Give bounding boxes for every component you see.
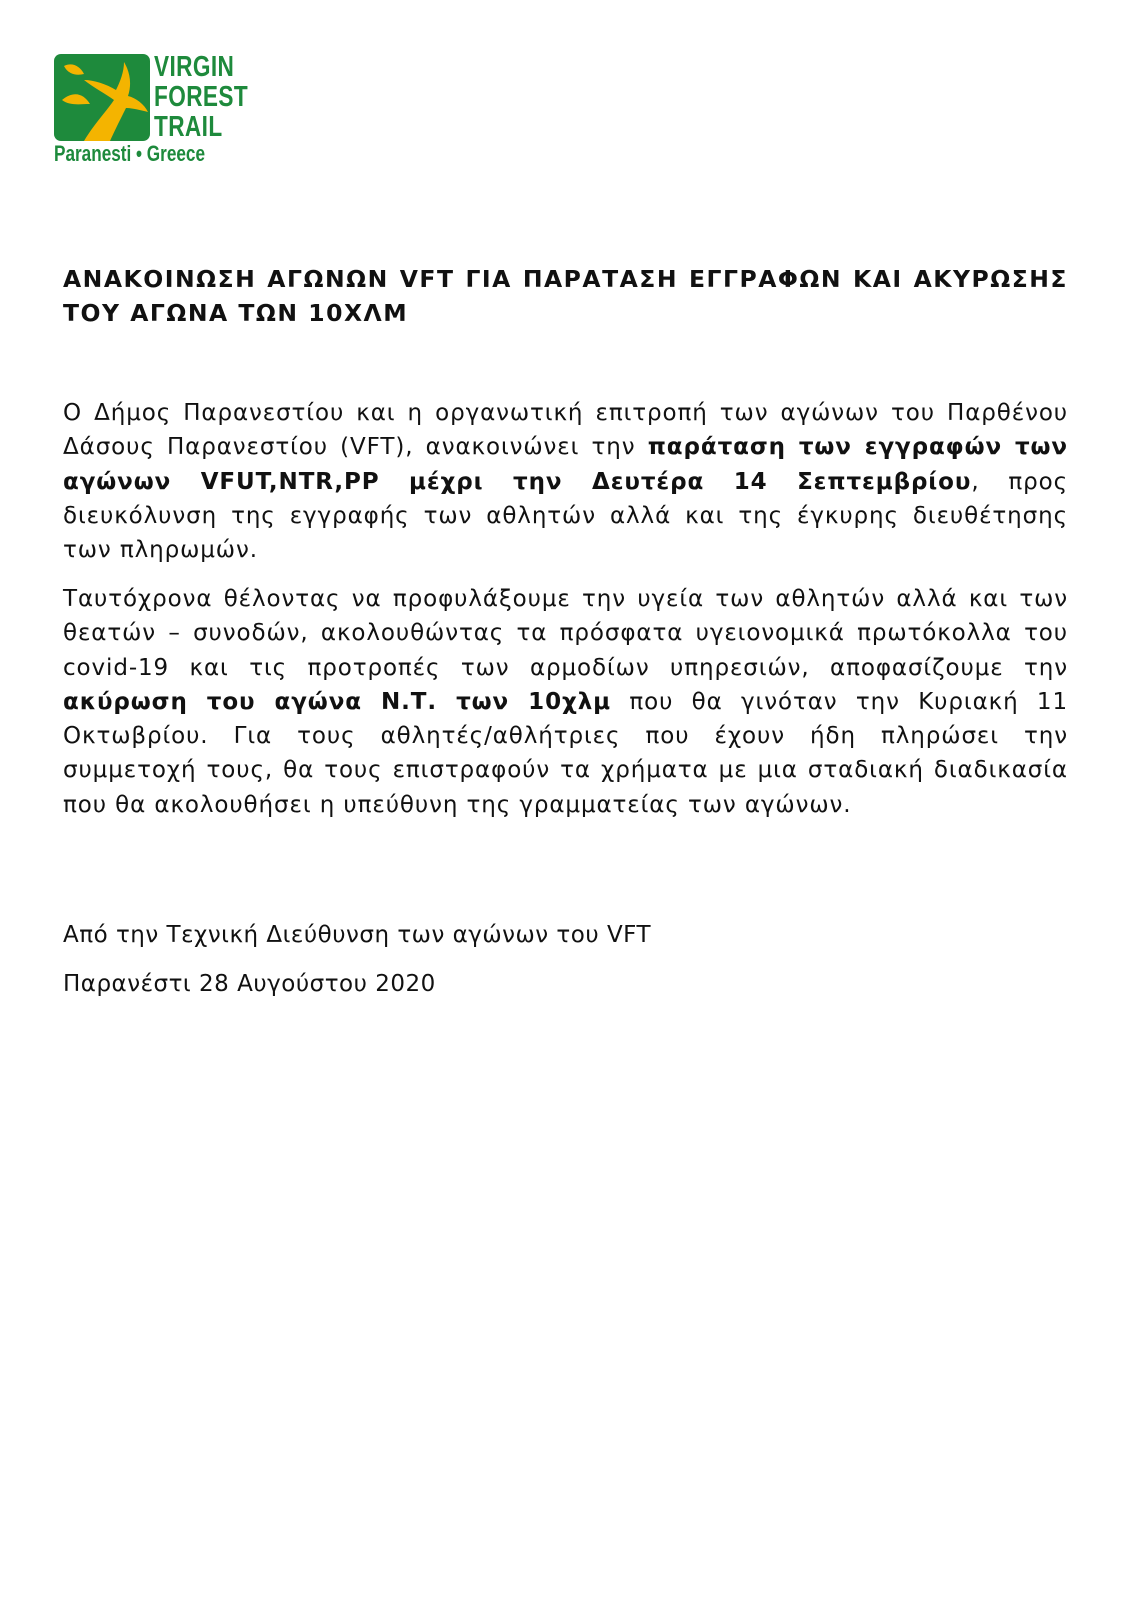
paragraph-extension-text-end: , προς διευκόλυνση της εγγραφής των αθλητών αλλά και της έγκυρης διευθέτησης των πληρωμών. — [63, 468, 1068, 564]
logo-wordmark — [154, 52, 248, 142]
logo-tagline: Paranesti • Greece — [54, 141, 206, 166]
paragraph-extension-bold: παράταση των εγγραφών των αγώνων VFUT,NTR,PP μέχρι την Δευτέρα 14 Σεπτεμβρίου — [63, 434, 1068, 495]
paragraph-extension-text: Ο Δήμος Παρανεστίου και η οργανωτική επιτροπή των αγώνων του Παρθένου Δάσους Παρανεστίου (VFT), ανακοινώνει την — [63, 400, 1068, 461]
logo-line-virgin: VIRGIN — [154, 51, 235, 83]
announcement-title: ΑΝΑΚΟΙΝΩΣΗ ΑΓΩΝΩΝ VFT ΓΙΑ ΠΑΡΑΤΑΣΗ ΕΓΓΡΑΦΩΝ ΚΑΙ ΑΚΥΡΩΣΗΣ ΤΟΥ ΑΓΩΝΑ ΤΩΝ 10ΧΛΜ — [63, 265, 1068, 327]
place-date-line: Παρανέστι 28 Αυγούστου 2020 — [63, 971, 436, 997]
logo-line-trail: TRAIL — [154, 111, 223, 143]
paragraph-cancellation-text-end: που θα γινόταν την Κυριακή 11 Οκτωβρίου. Για τους αθλητές/αθλήτριες που έχουν ήδη πληρώσει την συμμετοχή τους, θα τους επιστραφούν τα χρήματα με μια σταδιακή διαδικασία που θα ακολουθήσει η υπεύθυνη της γραμματείας των αγώνων. — [63, 688, 1068, 818]
paragraph-cancellation-bold: ακύρωση του αγώνα Ν.Τ. των 10χλμ — [63, 688, 611, 715]
leaf-icon — [54, 54, 150, 141]
logo-line-forest: FOREST — [154, 81, 249, 113]
paragraph-cancellation-text: Ταυτόχρονα θέλοντας να προφυλάξουμε την υγεία των αθλητών αλλά και των θεατών – συνοδών, ακολουθώντας τα πρόσφατα υγειονομικά πρωτόκολλα του covid-19 και τις προτροπές των αρμοδίων υπηρεσιών, αποφασίζουμε την — [63, 586, 1068, 681]
signature-line: Από την Τεχνική Διεύθυνση των αγώνων του VFT — [63, 922, 652, 948]
paragraph-cancellation — [63, 582, 1068, 822]
logo — [54, 52, 254, 167]
paragraph-extension — [63, 396, 1068, 567]
